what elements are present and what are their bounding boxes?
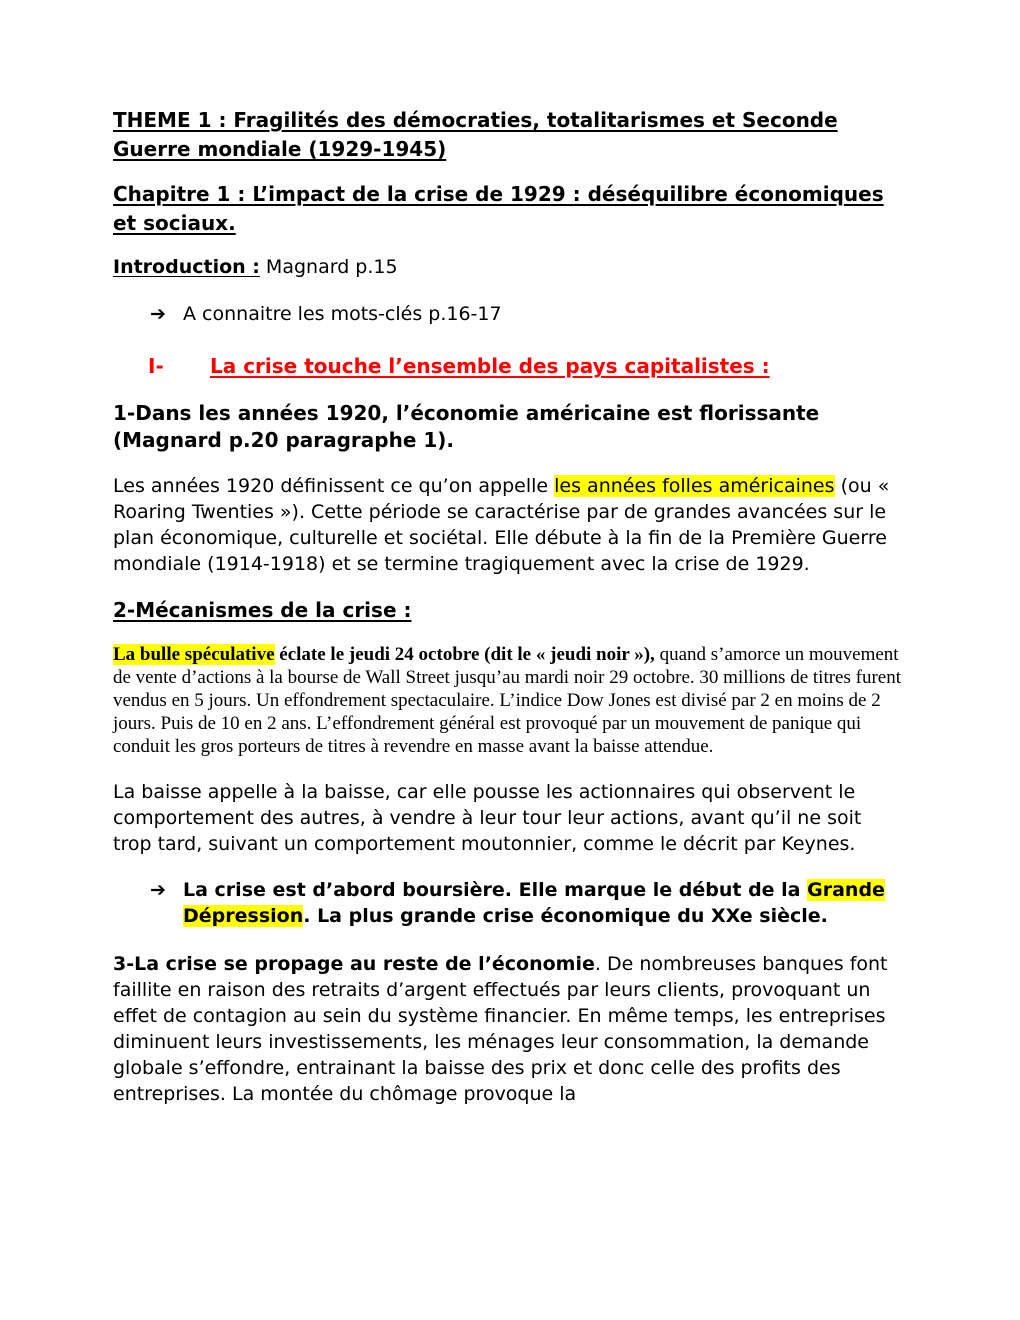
crisis-conclusion-bullet [150,877,905,929]
crisis-conclusion-text [183,877,905,929]
subheading-1-economie-americaine: 1-Dans les années 1920, l’économie américaine est florissante (Magnard p.20 paragraphe 1). [113,401,820,452]
keywords-bullet-text: A connaitre les mots-clés p.16-17 [183,303,502,325]
introduction-text: Magnard p.15 [259,256,398,278]
crisis-conclusion-post: . La plus grande crise économique du XXe siècle. [303,905,828,927]
chapter-heading: Chapitre 1 : L’impact de la crise de 1929 : déséquilibre économiques et sociaux. [113,182,884,235]
section-1-heading [148,353,905,380]
paragraph-bulle-speculative [113,643,905,758]
paragraph-baisse-keynes: La baisse appelle à la baisse, car elle pousse les actionnaires qui observent le comportement des autres, à vendre à leur tour leur actions, avant qu’il ne soit trop tard, suivant un comportement moutonnier, comme le décrit par Keynes. [113,781,862,855]
paragraph-propagation [113,951,905,1107]
subheading-2-mecanismes: 2-Mécanismes de la crise : [113,598,412,622]
highlight-grande-depression: Grande Dépression [183,879,885,927]
paragraph-roaring-twenties-pre: Les années 1920 définissent ce qu’on appelle [113,475,555,497]
paragraph-bulle-bold: éclate le jeudi 24 octobre (dit le « jeudi noir »), [274,644,655,665]
highlight-annees-folles: les années folles américaines [554,475,835,497]
arrow-bullet-icon: ➔ [150,303,166,325]
section-1-title: La crise touche l’ensemble des pays capitalistes : [210,354,770,378]
highlight-bulle-speculative: La bulle spéculative [113,644,275,665]
introduction-line [113,254,905,280]
arrow-bullet-icon: ➔ [150,879,166,901]
paragraph-propagation-heading: 3-La crise se propage au reste de l’économie [113,953,595,975]
section-1-numeral: I- [148,354,164,378]
paragraph-roaring-twenties-post: (ou « Roaring Twenties »). Cette période se caractérise par de grandes avancées sur le plan économique, culturelle et sociétal. Elle débute à la fin de la Première Guerre mondiale (1914-1918) et se termine tragiquement avec la crise de 1929. [113,475,890,575]
introduction-label: Introduction : [113,256,260,278]
crisis-conclusion-pre: La crise est d’abord boursière. Elle marque le début de la [183,879,808,901]
paragraph-roaring-twenties [113,473,905,577]
paragraph-propagation-rest: . De nombreuses banques font faillite en raison des retraits d’argent effectués par leurs clients, provoquant un effet de contagion au sein du système financier. En même temps, les entreprises diminuent leurs investissements, les ménages leur consommation, la demande globale s’effondre, entrainant la baisse des prix et donc celle des profits des entreprises. La montée du chômage provoque la [113,953,888,1105]
theme-heading: THEME 1 : Fragilités des démocraties, totalitarismes et Seconde Guerre mondiale (1929-1945) [113,108,838,161]
keywords-bullet [150,301,905,327]
paragraph-bulle-rest: quand s’amorce un mouvement de vente d’actions à la bourse de Wall Street jusqu’au mardi noir 29 octobre. 30 millions de titres furent vendus en 5 jours. Un effondrement spectaculaire. L’indice Dow Jones est divisé par 2 en moins de 2 jours. Puis de 10 en 2 ans. L’effondrement général est provoqué par un mouvement de panique qui conduit les gros porteurs de titres à revendre en masse avant la baisse attendue. [113,644,901,757]
